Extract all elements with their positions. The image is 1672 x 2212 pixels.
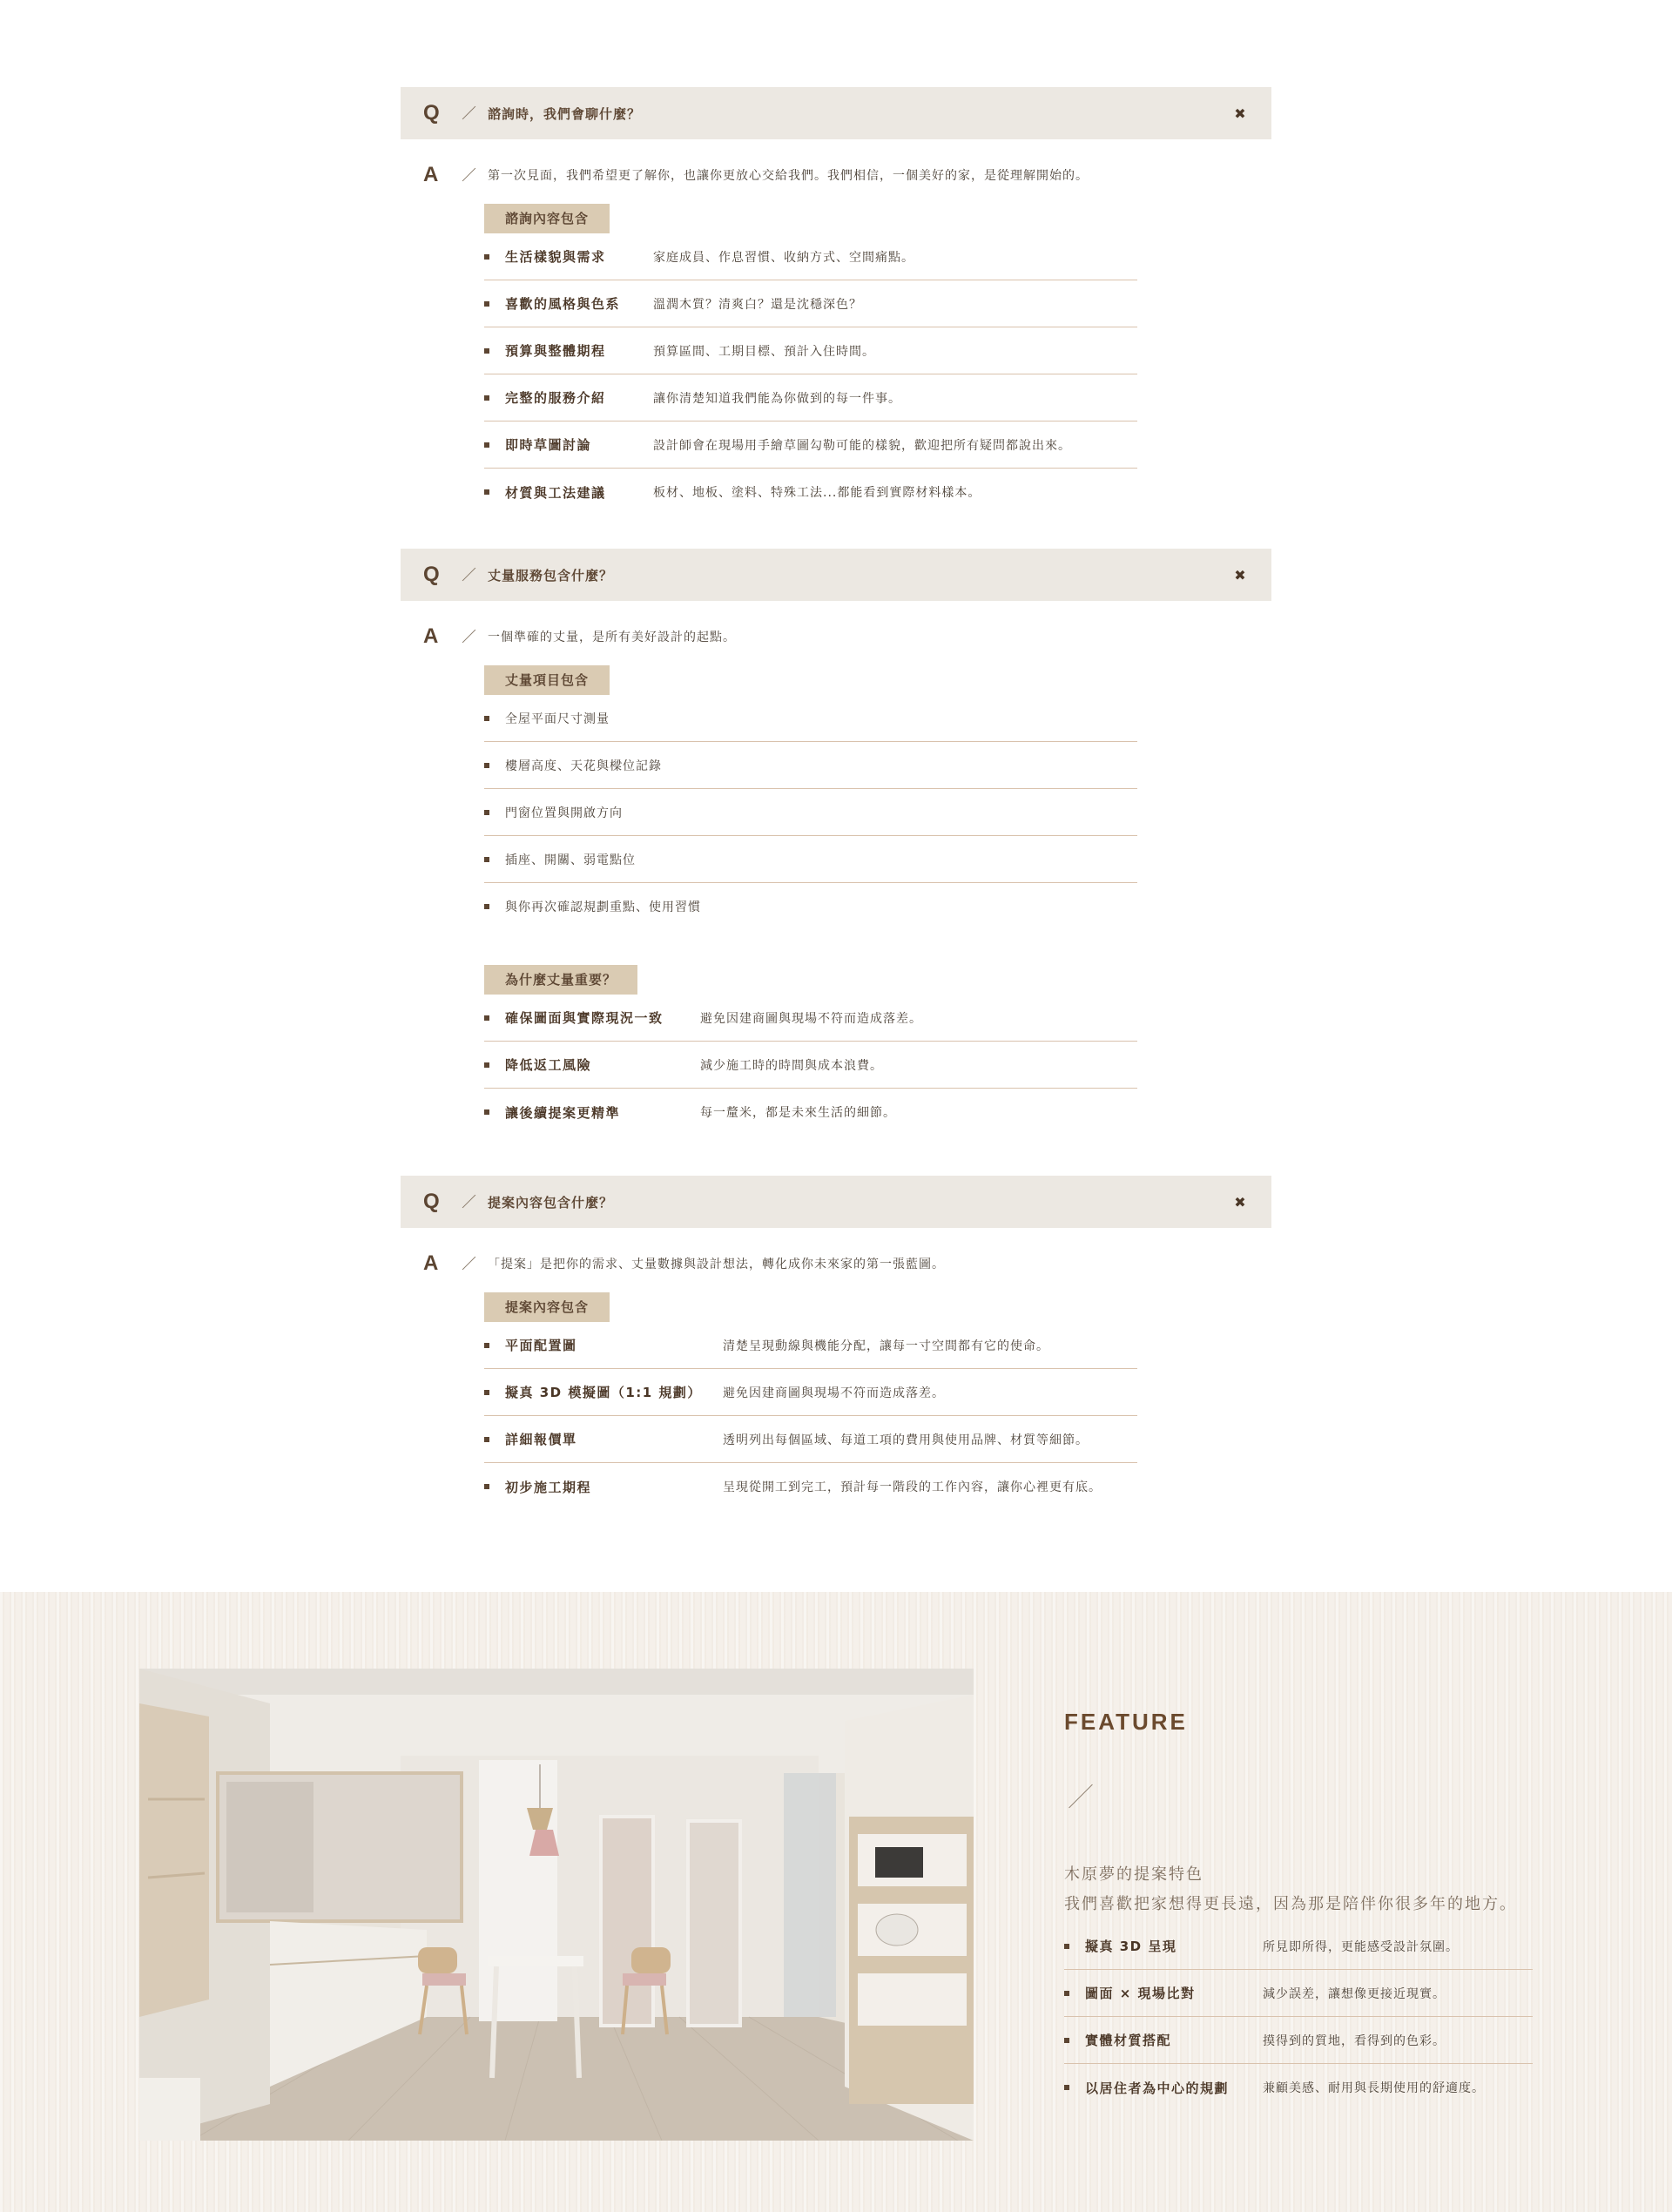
slash-divider	[460, 568, 474, 582]
interior-photo	[139, 1669, 974, 2141]
list-item	[484, 883, 1137, 930]
item-title: 實體材質搭配	[1085, 2033, 1172, 2048]
item-desc: 避免因建商圖與現場不符而造成落差。	[700, 1011, 922, 1026]
item-text: 插座、開關、弱電點位	[505, 853, 636, 867]
list-item	[484, 695, 1137, 742]
item-text: 與你再次確認規劃重點、使用習慣	[505, 900, 701, 914]
feature-section	[0, 1592, 1672, 2212]
bullet-icon	[1064, 2085, 1069, 2090]
answer-text: 一個準確的丈量，是所有美好設計的起點。	[488, 631, 736, 644]
bullet-icon	[484, 395, 489, 401]
list-item	[484, 1416, 1137, 1463]
question-text: 丈量服務包含什麼？	[488, 567, 614, 583]
bullet-icon	[484, 857, 489, 862]
content-tag: 諮詢內容包含	[484, 204, 610, 233]
list-item	[1064, 2017, 1533, 2064]
item-title: 擬真 3D 呈現	[1085, 1939, 1177, 1954]
faq-proposal	[401, 1176, 1271, 1510]
answer-text: 「提案」是把你的需求、丈量數據與設計想法，轉化成你未來家的第一張藍圖。	[488, 1258, 945, 1271]
answer-mark-label: A	[423, 163, 439, 186]
bullet-icon	[484, 810, 489, 815]
slash-divider	[460, 106, 474, 120]
item-desc: 減少誤差，讓想像更接近現實。	[1263, 1986, 1446, 2001]
feature-title: FEATURE	[1064, 1709, 1188, 1735]
list-item	[1064, 1970, 1533, 2017]
item-title: 平面配置圖	[505, 1338, 577, 1353]
bullet-icon	[484, 1484, 489, 1489]
feature-list	[1064, 1923, 1533, 2111]
answer-mark-label: A	[423, 1251, 439, 1275]
feature-description: 我們喜歡把家想得更長遠，因為那是陪伴你很多年的地方。	[1064, 1895, 1517, 1913]
slash-divider	[460, 1257, 474, 1271]
answer-mark-label: A	[423, 624, 439, 648]
item-title: 擬真 3D 模擬圖（1:1 規劃）	[505, 1385, 702, 1400]
bullet-icon	[484, 763, 489, 768]
list-item	[484, 421, 1137, 469]
list-item	[484, 327, 1137, 374]
content-tag: 為什麼丈量重要？	[484, 965, 637, 995]
item-title: 完整的服務介紹	[505, 390, 606, 406]
list-item	[1064, 1923, 1533, 1970]
item-desc: 溫潤木質？清爽白？還是沈穩深色？	[653, 297, 862, 312]
item-desc: 預算區間、工期目標、預計入住時間。	[653, 344, 875, 359]
item-text: 門窗位置與開啟方向	[505, 806, 623, 820]
faq-question-bar[interactable]	[401, 87, 1271, 139]
close-icon[interactable]: ✖	[1234, 105, 1246, 122]
item-title: 預算與整體期程	[505, 343, 606, 359]
question-text: 提案內容包含什麼？	[488, 1194, 614, 1211]
item-desc: 每一釐米，都是未來生活的細節。	[700, 1106, 896, 1120]
content-tag: 丈量項目包含	[484, 665, 610, 695]
answer-row	[401, 164, 1271, 186]
bullet-icon	[484, 1015, 489, 1021]
close-icon[interactable]: ✖	[1234, 1193, 1246, 1211]
list-item	[484, 1042, 1137, 1089]
item-desc: 摸得到的質地，看得到的色彩。	[1263, 2033, 1446, 2048]
feature-subtitle: 木原夢的提案特色	[1064, 1865, 1203, 1884]
faq-measurement	[401, 549, 1271, 1136]
item-desc: 讓你清楚知道我們能為你做到的每一件事。	[653, 391, 901, 406]
item-title: 讓後續提案更精準	[505, 1104, 621, 1121]
bullet-icon	[484, 254, 489, 260]
list-item	[1064, 2064, 1533, 2111]
detail-list	[484, 695, 1137, 930]
item-title: 圖面 × 現場比對	[1085, 1986, 1196, 2001]
item-title: 降低返工風險	[505, 1057, 592, 1073]
item-desc: 兼顧美感、耐用與長期使用的舒適度。	[1263, 2081, 1485, 2095]
bullet-icon	[484, 904, 489, 909]
interior-photo-illustration	[139, 1669, 974, 2141]
bullet-icon	[484, 301, 489, 307]
close-icon[interactable]: ✖	[1234, 566, 1246, 583]
answer-detail	[484, 1275, 1137, 1510]
faq-question-bar[interactable]	[401, 549, 1271, 601]
list-item	[484, 742, 1137, 789]
item-desc: 板材、地板、塗料、特殊工法...都能看到實際材料樣本。	[653, 486, 981, 500]
detail-list	[484, 995, 1137, 1136]
bullet-icon	[484, 1062, 489, 1068]
bullet-icon	[484, 1390, 489, 1395]
content-tag: 提案內容包含	[484, 1292, 610, 1322]
slash-divider	[1064, 1784, 1090, 1810]
answer-detail	[484, 186, 1137, 516]
answer-text: 第一次見面，我們希望更了解你，也讓你更放心交給我們。我們相信，一個美好的家，是從理解開始的。	[488, 169, 1089, 183]
item-title: 喜歡的風格與色系	[505, 296, 621, 312]
item-title: 以居住者為中心的規劃	[1085, 2080, 1230, 2096]
item-desc: 減少施工時的時間與成本浪費。	[700, 1058, 883, 1073]
detail-list	[484, 233, 1137, 516]
bullet-icon	[484, 1343, 489, 1348]
item-text: 全屋平面尺寸測量	[505, 711, 610, 726]
item-title: 詳細報價單	[505, 1432, 577, 1447]
item-title: 初步施工期程	[505, 1479, 592, 1495]
item-desc: 設計師會在現場用手繪草圖勾勒可能的樣貌，歡迎把所有疑問都說出來。	[653, 438, 1071, 453]
item-desc: 所見即所得，更能感受設計氛圍。	[1263, 1939, 1459, 1954]
question-mark-label: Q	[423, 1190, 440, 1213]
item-title: 確保圖面與實際現況一致	[505, 1010, 664, 1026]
bullet-icon	[484, 1109, 489, 1115]
list-item	[484, 1089, 1137, 1136]
list-item	[484, 1463, 1137, 1510]
item-desc: 清楚呈現動線與機能分配，讓每一寸空間都有它的使命。	[723, 1339, 1049, 1353]
list-item	[484, 1369, 1137, 1416]
bullet-icon	[484, 1437, 489, 1442]
item-desc: 透明列出每個區域、每道工項的費用與使用品牌、材質等細節。	[723, 1433, 1089, 1447]
list-item	[484, 280, 1137, 327]
answer-row	[401, 625, 1271, 648]
bullet-icon	[484, 442, 489, 448]
list-item	[484, 233, 1137, 280]
slash-divider	[460, 630, 474, 644]
question-text: 諮詢時，我們會聊什麼？	[488, 105, 642, 122]
bullet-icon	[484, 716, 489, 721]
slash-divider	[460, 1195, 474, 1209]
item-desc: 呈現從開工到完工，預計每一階段的工作內容，讓你心裡更有底。	[723, 1480, 1102, 1494]
bullet-icon	[1064, 1991, 1069, 1996]
list-item	[484, 836, 1137, 883]
item-desc: 避免因建商圖與現場不符而造成落差。	[723, 1386, 945, 1400]
question-mark-label: Q	[423, 563, 440, 586]
item-title: 即時草圖討論	[505, 437, 592, 453]
answer-detail	[484, 648, 1137, 1136]
bullet-icon	[1064, 1944, 1069, 1949]
bullet-icon	[484, 348, 489, 354]
question-mark-label: Q	[423, 101, 440, 125]
list-item	[484, 789, 1137, 836]
slash-divider	[460, 168, 474, 182]
list-item	[484, 469, 1137, 516]
list-item	[484, 995, 1137, 1042]
answer-row	[401, 1252, 1271, 1275]
detail-list	[484, 1322, 1137, 1510]
list-item	[484, 1322, 1137, 1369]
item-title: 生活樣貌與需求	[505, 249, 606, 265]
bullet-icon	[1064, 2038, 1069, 2043]
list-item	[484, 374, 1137, 421]
item-text: 樓層高度、天花與樑位記錄	[505, 759, 662, 773]
faq-consultation	[401, 87, 1271, 516]
bullet-icon	[484, 489, 489, 495]
item-title: 材質與工法建議	[505, 484, 606, 501]
item-desc: 家庭成員、作息習慣、收納方式、空間痛點。	[653, 250, 914, 265]
faq-question-bar[interactable]	[401, 1176, 1271, 1228]
